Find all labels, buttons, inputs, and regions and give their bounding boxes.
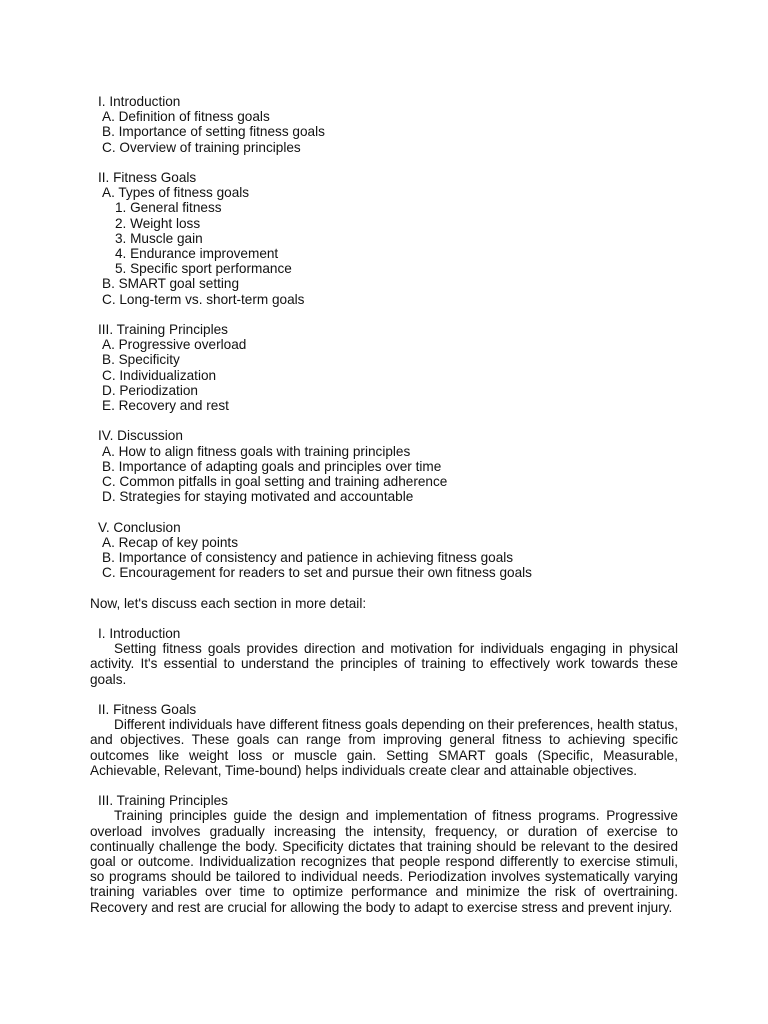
outline-section-1 (90, 94, 678, 155)
document-content (90, 94, 678, 930)
detail-body: Setting fitness goals provides direction and motivation for individuals engaging in physical activity. It's essential to understand the principles of training to effectively work towards these goals. (90, 641, 678, 687)
outline-item: A. Definition of fitness goals (102, 109, 270, 125)
outline-heading: III. Training Principles (98, 322, 228, 338)
outline-item: C. Encouragement for readers to set and pursue their own fitness goals (102, 565, 532, 581)
outline-item: B. SMART goal setting (102, 276, 240, 292)
outline-heading: V. Conclusion (98, 519, 181, 535)
outline-item: B. Specificity (102, 352, 180, 368)
outline-subitem: 1. General fitness (115, 200, 222, 216)
outline-heading: I. Introduction (98, 94, 181, 109)
outline-item: C. Individualization (102, 367, 217, 383)
outline-item: E. Recovery and rest (102, 398, 229, 414)
outline-section-3 (90, 322, 678, 413)
outline-subitem: 5. Specific sport performance (115, 261, 292, 277)
detail-heading: III. Training Principles (98, 793, 228, 809)
detail-section-1 (90, 626, 678, 687)
outline-item: A. Types of fitness goals (102, 185, 250, 201)
outline-heading: IV. Discussion (98, 428, 183, 444)
outline-item: D. Strategies for staying motivated and accountable (102, 489, 414, 505)
outline-section-4 (90, 428, 678, 504)
outline-item: C. Common pitfalls in goal setting and training adherence (102, 474, 448, 490)
detail-heading: I. Introduction (98, 626, 181, 642)
outline-item: C. Long-term vs. short-term goals (102, 291, 305, 307)
outline-section-2 (90, 170, 678, 307)
detail-body: Training principles guide the design and implementation of fitness programs. Progressive overload involves gradually increasing the intensity, frequency, or duration of exercise to continually challenge the body. Specificity dictates that training should be relevant to the desired goal or outcome. Individualization recognizes that people respond differently to exercise stimuli, so programs should be tailored to individual needs. Periodization involves systematically varying training variables over time to optimize performance and minimize the risk of overtraining. Recovery and rest are crucial for allowing the body to adapt to exercise stress and prevent injury. (90, 808, 678, 915)
detail-body: Different individuals have different fitness goals depending on their preferences, health status, and objectives. These goals can range from improving general fitness to achieving specific outcomes like weight loss or muscle gain. Setting SMART goals (Specific, Measurable, Achievable, Relevant, Time-bound) helps individuals create clear and attainable objectives. (90, 717, 678, 778)
outline-item: A. Progressive overload (102, 337, 247, 353)
detail-section-3 (90, 793, 678, 915)
outline-heading: II. Fitness Goals (98, 170, 197, 185)
transition-text: Now, let's discuss each section in more detail: (90, 595, 367, 611)
outline-item: A. Recap of key points (102, 534, 239, 550)
outline-item: A. How to align fitness goals with training principles (102, 443, 411, 459)
outline-item: D. Periodization (102, 382, 198, 398)
detail-section-2 (90, 702, 678, 778)
transition-paragraph (90, 596, 678, 611)
outline-subitem: 2. Weight loss (115, 215, 201, 231)
outline-subitem: 4. Endurance improvement (115, 246, 279, 262)
outline-item: C. Overview of training principles (102, 139, 301, 155)
outline-item: B. Importance of setting fitness goals (102, 124, 325, 140)
outline-section-5 (90, 520, 678, 581)
outline-subitem: 3. Muscle gain (115, 230, 203, 246)
outline-item: B. Importance of consistency and patience in achieving fitness goals (102, 550, 514, 566)
detail-heading: II. Fitness Goals (98, 702, 197, 718)
outline-item: B. Importance of adapting goals and principles over time (102, 458, 442, 474)
